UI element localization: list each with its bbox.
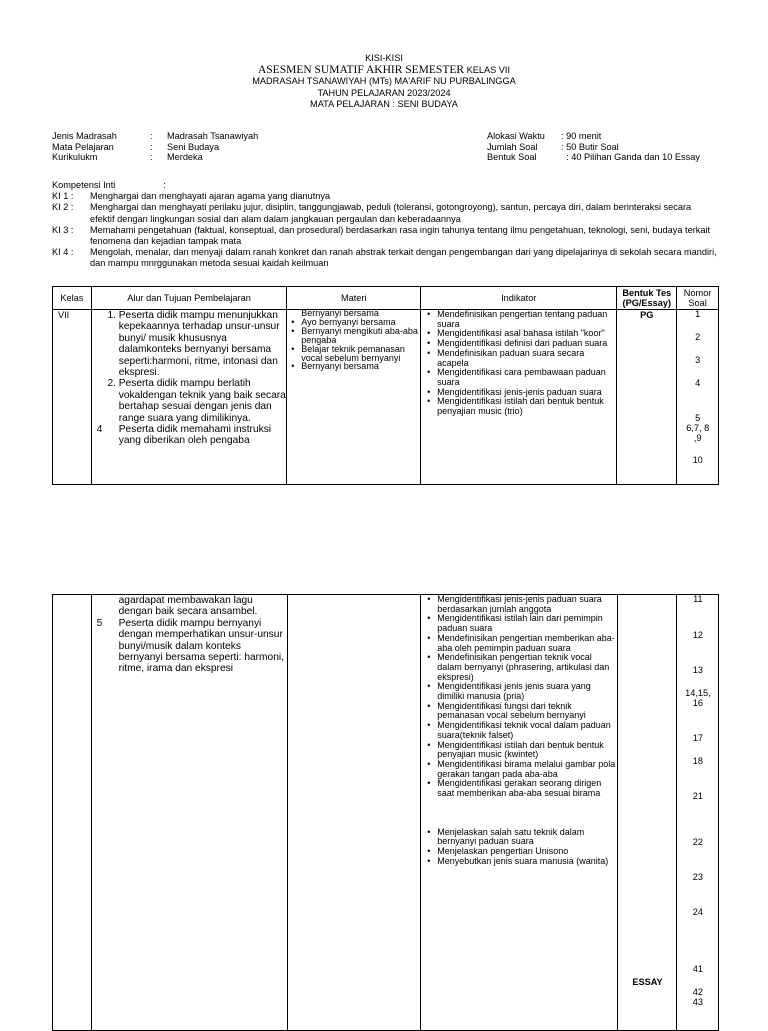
meta-label: Kurikulukm xyxy=(52,152,98,163)
nomor-value: 14,15, xyxy=(685,688,711,698)
materi-item: Bernyanyi bersama xyxy=(301,308,379,318)
nomor-value: 18 xyxy=(692,756,703,766)
indikator-item: • Mengidentifikasi gerakan seorang dirigen saat memberikan aba-aba sesuai birama xyxy=(437,779,617,798)
indikator-item: • Mengidentifikasi istilah dari bentuk bentuk penyajian music (trio) xyxy=(437,397,616,416)
bentuk-essay: ESSAY xyxy=(632,977,663,987)
kelas-cell xyxy=(53,595,92,1031)
materi-item: • Belajar teknik pemanasan vocal sebelum bernyanyi xyxy=(301,345,420,363)
materi-item: • Bernyanyi mengikuti aba-aba pengaba xyxy=(301,327,420,345)
header-bentuk: Bentuk Tes (PG/Essay) xyxy=(617,287,677,310)
meta-label: Alokasi Waktu xyxy=(487,131,545,141)
indikator-cell xyxy=(421,595,618,1031)
meta-value: Madrasah Tsanawiyah xyxy=(167,131,259,141)
nomor-cell xyxy=(677,310,719,485)
nomor-value: 22 xyxy=(692,837,703,847)
header-kelas: Kelas xyxy=(53,287,92,310)
ki-code: KI 2 : xyxy=(52,202,74,213)
indikator-item: • Mengidentifikasi jenis-jenis paduan suara berdasarkan jumlah anggota xyxy=(437,595,617,614)
ki-code: KI 4 : xyxy=(52,247,74,258)
meta-value: : 90 menit xyxy=(561,131,602,141)
materi-item: • Ayo bernyanyi bersama xyxy=(301,318,420,327)
nomor-cell xyxy=(677,595,719,1031)
kisi-table-page1 xyxy=(52,286,719,485)
indikator-item: • Mengidentifikasi istilah lain dari pemimpin paduan suara xyxy=(437,614,617,633)
alur-item: 2. Peserta didik mampu berlatih vokaldengan teknik yang baik secara bertahap sesuai dengan jenis dan range suara yang dimilikinya. xyxy=(119,378,287,424)
indikator-item: • Mendefinisikan paduan suara secara acapela xyxy=(437,349,616,368)
indikator-item: • Mendefinisikan pengertian teknik vocal dalam bernyanyi (phrasering, artikulasi dan ekspresi) xyxy=(437,653,617,682)
ki-code: KI 3 : xyxy=(52,224,74,235)
indikator-item: • Mengidentifikasi jenis-jenis paduan suara xyxy=(437,388,616,398)
nomor-value: 10 xyxy=(692,455,703,465)
materi-cell xyxy=(287,595,421,1031)
bentuk-cell: PG xyxy=(617,310,677,485)
ki-item xyxy=(52,191,718,202)
meta-value: : 50 Butir Soal xyxy=(561,141,619,152)
nomor-value: 42 xyxy=(692,987,703,997)
header-title: KISI-KISI xyxy=(365,53,403,63)
indikator-item: • Mendefinisikan pengertian tentang paduan suara xyxy=(437,310,616,329)
kompetensi-inti xyxy=(52,180,753,270)
nomor-value: 6,7, 8 xyxy=(686,423,710,433)
meta-value: : 40 Pilihan Ganda dan 10 Essay xyxy=(561,152,700,163)
meta-label: Jumlah Soal xyxy=(487,141,538,152)
kisi-table-page2 xyxy=(52,594,719,1031)
header-nomor: Nomor Soal xyxy=(677,287,719,310)
header-materi: Materi xyxy=(287,287,421,310)
ki-text: Memahami pengetahuan (faktual, konseptual, dan prosedural) berdasarkan rasa ingin tahunya tentang ilmu pengetahuan, teknologi, seni, budaya terkait fenomena dan kejadian tampak mata xyxy=(90,224,711,247)
header-subject: MATA PELAJARAN : SENI BUDAYA xyxy=(310,99,458,109)
nomor-value: 12 xyxy=(692,630,703,640)
ki-item xyxy=(52,247,753,269)
meta-value: Merdeka xyxy=(167,152,203,163)
indikator-item: • Mengidentifikasi birama melalui gambar pola gerakan tangan pada aba-aba xyxy=(437,760,617,779)
header-alur: Alur dan Tujuan Pembelajaran xyxy=(91,287,287,310)
indikator-item: • Menyebutkan jenis suara manusia (wanita) xyxy=(437,857,617,867)
alur-number: 4 xyxy=(96,424,103,436)
nomor-value: 23 xyxy=(692,872,703,882)
bentuk-cell xyxy=(618,595,677,1031)
header-indikator: Indikator xyxy=(421,287,617,310)
alur-item-4 xyxy=(92,424,287,447)
indikator-item: • Mendefinisikan pengertian memberikan aba-aba oleh pemimpin paduan suara xyxy=(437,634,617,653)
meta-label: Bentuk Soal xyxy=(487,152,537,163)
nomor-value: 43 xyxy=(692,997,703,1007)
indikator-item: • Mengidentifikasi definisi dari paduan suara xyxy=(437,339,616,349)
materi-item: • Bernyanyi bersama xyxy=(301,362,420,371)
meta-colon: : xyxy=(150,141,153,152)
indikator-cell xyxy=(421,310,617,485)
table-header-row xyxy=(53,287,719,310)
header-year: TAHUN PELAJARAN 2023/2024 xyxy=(317,87,451,98)
ki-title-colon: : xyxy=(163,180,166,190)
alur-text: Peserta didik mampu bernyanyi dengan memperhatikan unsur-unsur bunyi/musik dalam konteks bernyanyi bersama seperti: harmoni, ritme, irama dan ekspresi xyxy=(118,617,284,675)
meta-value: Seni Budaya xyxy=(167,141,220,152)
nomor-value: 24 xyxy=(692,907,703,917)
nomor-value: 3 xyxy=(695,355,701,365)
ki-item xyxy=(52,225,718,247)
alur-continuation: agardapat membawakan lagu dengan baik secara ansambel. xyxy=(118,595,258,618)
ki-text: Mengolah, menalar, dan menyaji dalam ranah konkret dan ranah abstrak terkait dengan pengembangan dari yang dipelajarinya di sekolah secara mandiri, dan mampu mnrggunakan metoda sesuai kaidah keilmuan xyxy=(90,247,753,269)
nomor-value: 11 xyxy=(693,594,703,604)
indikator-item: • Menjelaskan pengertian Unisono xyxy=(437,847,617,857)
ki-item xyxy=(52,202,718,224)
nomor-value: 17 xyxy=(692,733,703,743)
alur-cell xyxy=(91,310,287,485)
materi-cell xyxy=(287,310,421,485)
meta-colon: : xyxy=(150,152,153,163)
ki-text: Menghargai dan menghayati perilaku jujur, disiplin, tanggungjawab, peduli (toleransi, gotongroyong), santun, percaya diri, dalam berinteraksi secara efektif dengan lingkungan sosial dan alam dalam jangkauan pergaulan dan keberadaannya xyxy=(90,202,692,224)
alur-number: 5 xyxy=(96,617,103,629)
ki-title-text: Kompetensi Inti xyxy=(52,180,116,190)
nomor-value: 16 xyxy=(692,698,703,708)
alur-cell xyxy=(91,595,287,1031)
kelas-cell: VII xyxy=(53,310,92,485)
indikator-item: • Mengidentifikasi istilah dari bentuk bentuk penyajian music (kwintet) xyxy=(437,741,617,760)
nomor-value: ,9 xyxy=(693,433,702,443)
document-header xyxy=(0,53,768,111)
meta-right xyxy=(487,131,700,163)
header-assessment: ASESMEN SUMATIF AKHIR SEMESTER KELAS VII xyxy=(257,63,511,76)
meta-label: Mata Pelajaran xyxy=(52,141,114,152)
header-school: MADRASAH TSANAWIYAH (MTs) MA'ARIF NU PURBALINGGA xyxy=(252,76,516,86)
meta-label: Jenis Madrasah xyxy=(52,131,117,141)
nomor-value: 13 xyxy=(692,665,703,675)
indikator-item: • Mengidentifikasi fungsi dari teknik pemanasan vocal sebelum bernyanyi xyxy=(437,702,617,721)
indikator-item: • Mengidentifikasi cara pembawaan paduan suara xyxy=(437,368,616,387)
ki-code: KI 1 : xyxy=(52,191,74,202)
nomor-value: 41 xyxy=(692,964,703,974)
nomor-value: 5 xyxy=(695,413,701,423)
table-row xyxy=(53,310,719,485)
indikator-item: • Menjelaskan salah satu teknik dalam bernyanyi paduan suara xyxy=(437,828,617,847)
ki-text: Menghargai dan menghayati ajaran agama yang dianutnya xyxy=(90,191,331,202)
indikator-item: • Mengidentifikasi teknik vocal dalam paduan suara(teknik falset) xyxy=(437,721,617,740)
nomor-value: 1 xyxy=(695,309,701,319)
alur-text: Peserta didik memahami instruksi yang diberikan oleh pengaba xyxy=(118,424,272,447)
meta-colon: : xyxy=(150,131,153,141)
table-row xyxy=(53,595,719,1031)
indikator-item: • Mengidentifikasi jenis jenis suara yang dimiliki manusia (pria) xyxy=(437,682,617,701)
indikator-item: • Mengidentifikasi asal bahasa istilah "koor" xyxy=(437,329,616,339)
ki-title xyxy=(52,180,718,191)
meta-left xyxy=(52,131,258,163)
nomor-value: 4 xyxy=(695,378,701,388)
nomor-value: 21 xyxy=(692,791,703,801)
alur-item: 1. Peserta didik mampu menunjukkan kepekaannya terhadap unsur-unsur bunyi/ musik khususnya dalamkonteks bernyanyi bersama seperti:harmoni, ritme, intonasi dan ekspresi. xyxy=(119,310,287,378)
nomor-value: 2 xyxy=(695,332,701,342)
alur-item-5 xyxy=(92,618,287,675)
